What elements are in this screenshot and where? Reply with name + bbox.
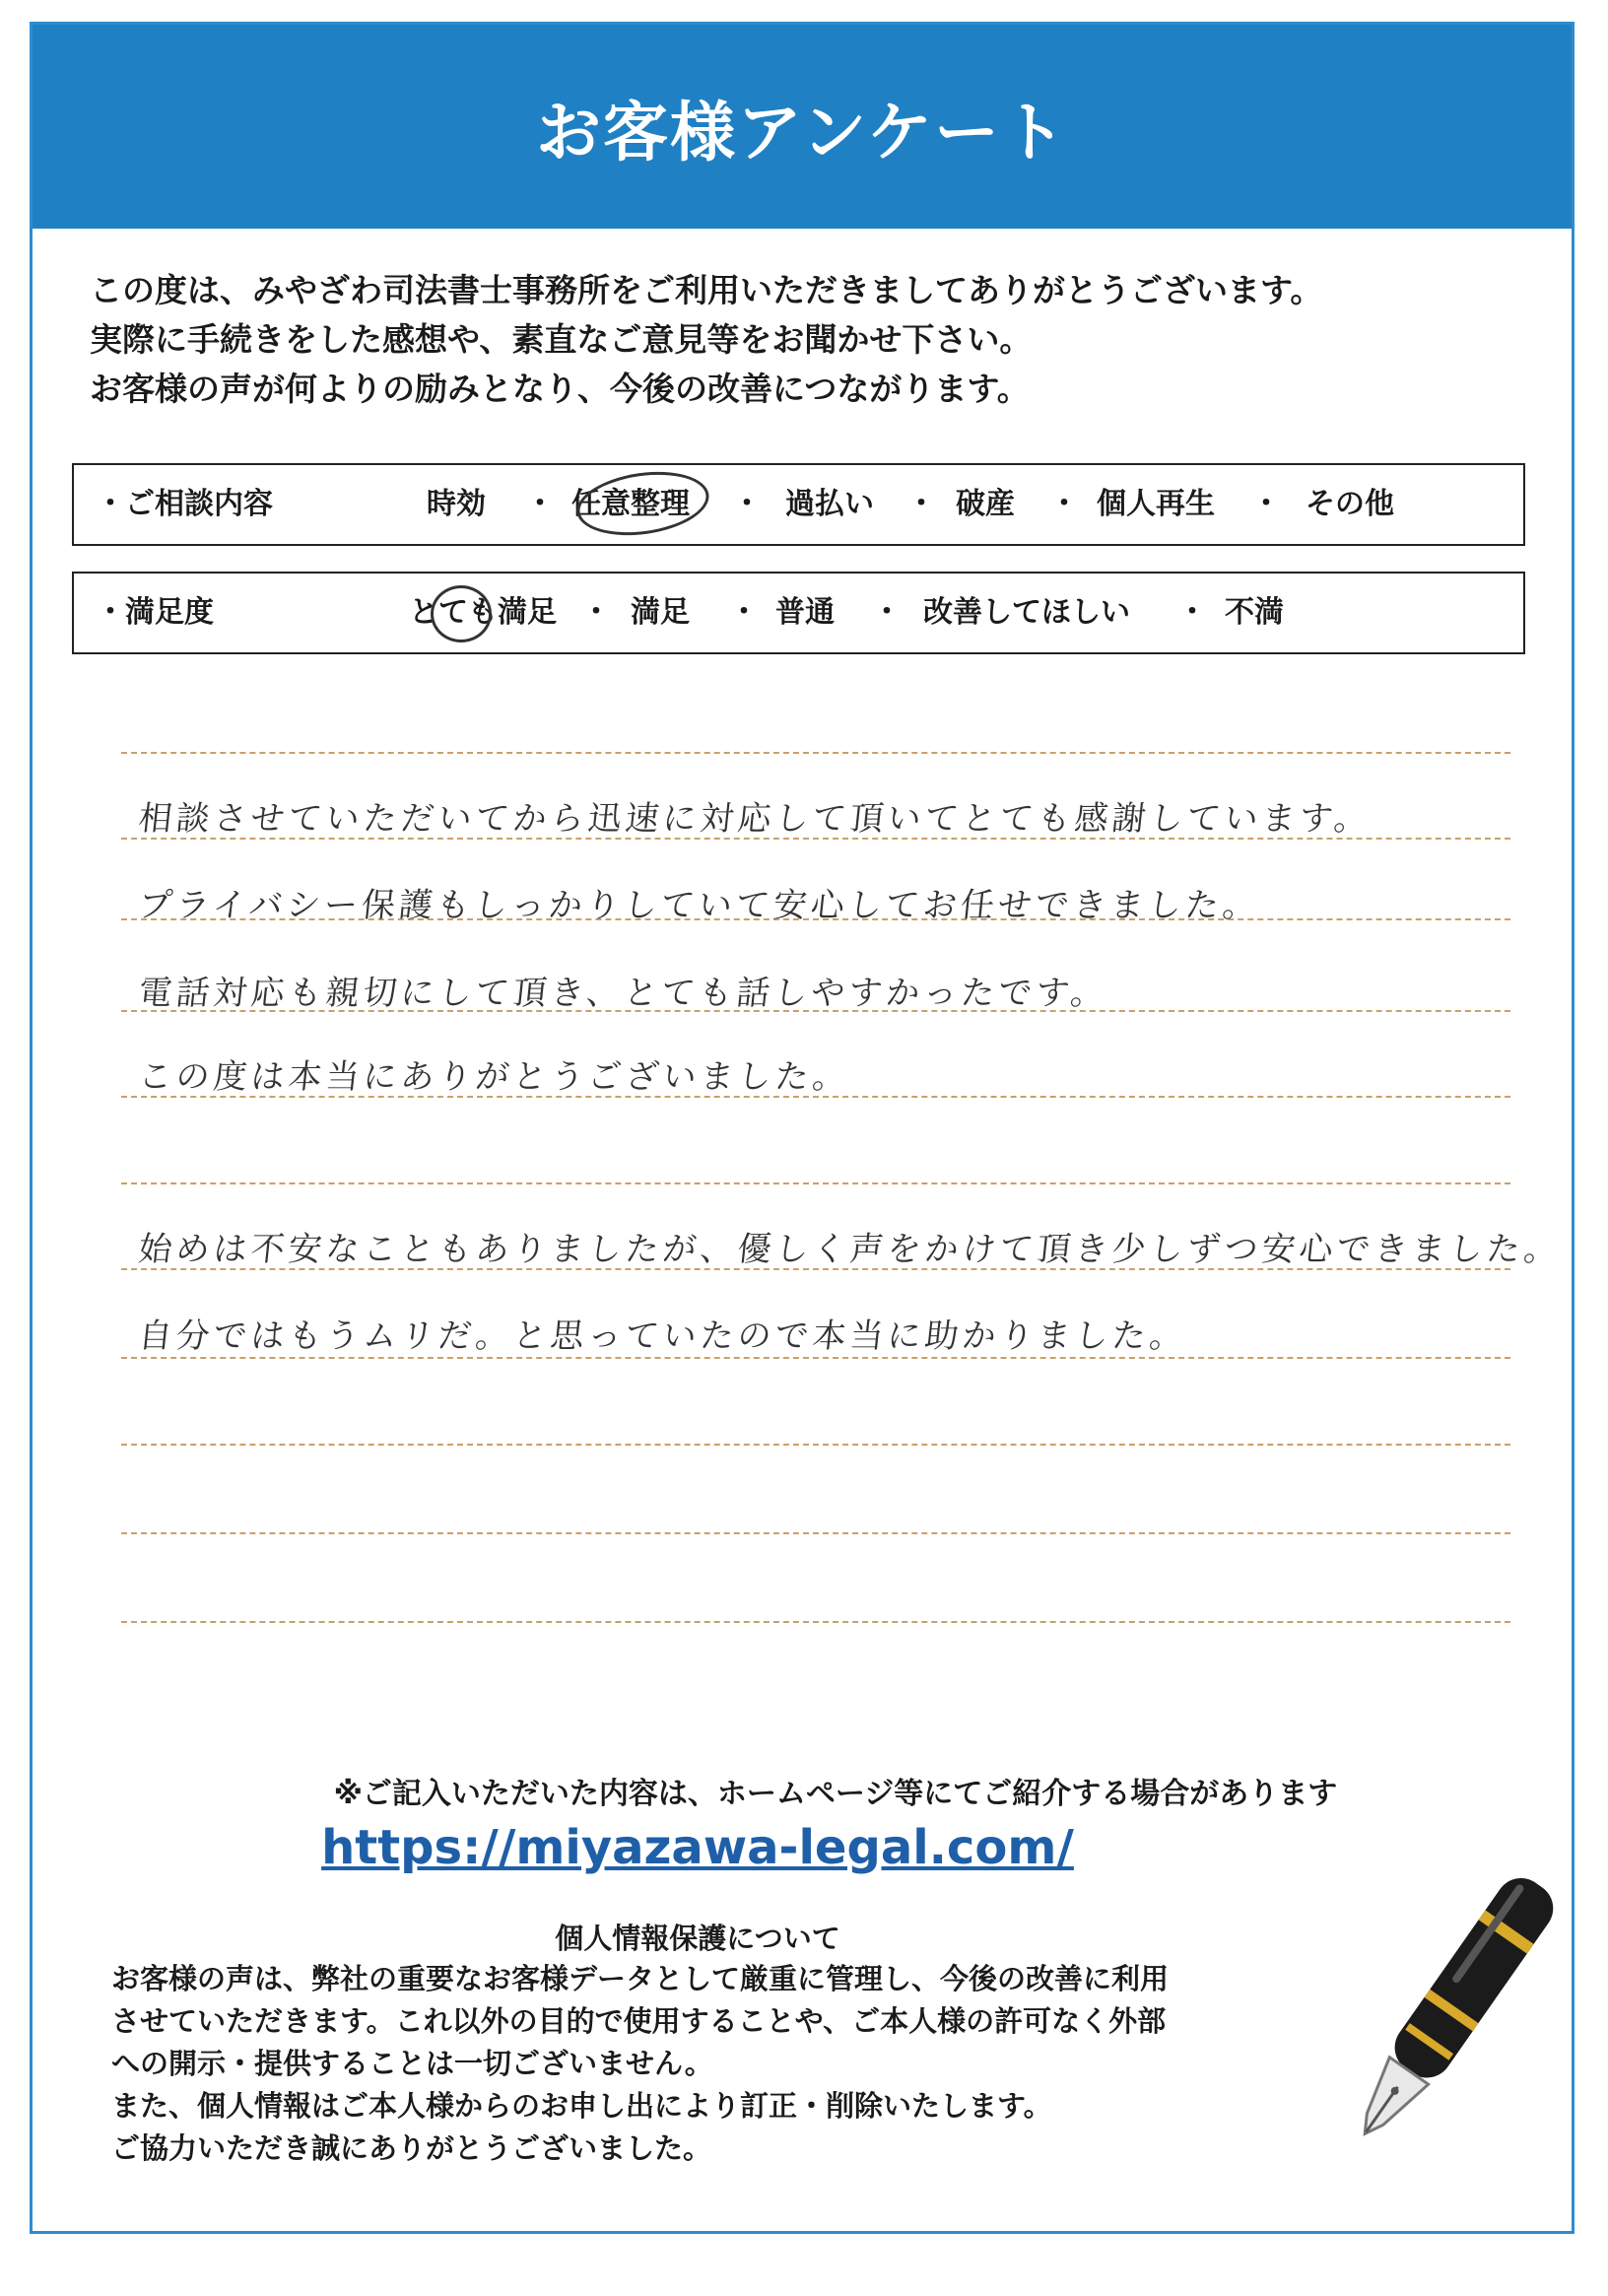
ruled-line <box>121 1444 1510 1446</box>
intro-line: 実際に手続きをした感想や、素直なご意見等をお聞かせ下さい。 <box>90 320 1033 359</box>
separator: ・ <box>1049 487 1079 521</box>
publication-notice: ※ご記入いただいた内容は、ホームページ等にてご紹介する場合があります <box>333 1777 1338 1811</box>
selected-circle-mark <box>431 585 492 642</box>
separator: ・ <box>1251 487 1281 521</box>
separator: ・ <box>906 487 936 521</box>
separator: ・ <box>525 487 555 521</box>
handwritten-comment: 始めは不安なこともありましたが、優しく声をかけて頂き少しずつ安心できました。 <box>136 1230 1564 1269</box>
intro-line: お客様の声が何よりの励みとなり、今後の改善につながります。 <box>90 370 1030 408</box>
separator: ・ <box>732 487 762 521</box>
option-futsu[interactable]: 普通 <box>775 595 835 630</box>
separator: ・ <box>729 595 759 630</box>
ruled-line <box>121 1182 1510 1184</box>
privacy-text <box>111 1958 1353 2170</box>
option-manzoku[interactable]: 満足 <box>631 595 690 630</box>
option-jiko[interactable]: 時効 <box>427 487 486 521</box>
fountain-pen-icon <box>1313 1848 1589 2173</box>
privacy-line: ご協力いただき誠にありがとうございました。 <box>111 2131 712 2165</box>
page-title: お客様アンケート <box>535 95 1069 170</box>
option-hasan[interactable]: 破産 <box>956 487 1015 521</box>
header-band <box>33 25 1572 229</box>
option-sonota[interactable]: その他 <box>1306 487 1394 521</box>
website-link[interactable]: https://miyazawa-legal.com/ <box>321 1820 1074 1875</box>
option-kojin-saisei[interactable]: 個人再生 <box>1097 487 1215 521</box>
option-kabarai[interactable]: 過払い <box>785 487 874 521</box>
ruled-line <box>121 752 1510 754</box>
survey-frame <box>30 22 1574 2234</box>
separator: ・ <box>872 595 902 630</box>
satisfaction-box <box>72 572 1525 654</box>
satisfaction-label: ・満足度 <box>96 595 214 630</box>
ruled-line <box>121 1621 1510 1623</box>
option-totemo-manzoku[interactable]: とても満足 <box>409 595 557 630</box>
consultation-label: ・ご相談内容 <box>96 487 273 521</box>
privacy-line: また、個人情報はご本人様からのお申し出により訂正・削除いたします。 <box>111 2089 1052 2123</box>
privacy-line: お客様の声は、弊社の重要なお客様データとして厳重に管理し、今後の改善に利用 <box>111 1962 1170 1995</box>
handwritten-comment: プライバシー保護もしっかりしていて安心してお任せできました。 <box>136 886 1263 925</box>
handwritten-comment: 自分ではもうムリだ。と思っていたので本当に助かりました。 <box>136 1317 1189 1356</box>
intro-line: この度は、みやざわ司法書士事務所をご利用いただきましてありがとうございます。 <box>90 271 1323 309</box>
option-fuman[interactable]: 不満 <box>1225 595 1284 630</box>
handwritten-comment: 相談させていただいてから迅速に対応して頂いてとても感謝しています。 <box>136 799 1374 839</box>
intro-text <box>90 266 1528 414</box>
ruled-line <box>121 1532 1510 1534</box>
privacy-title: 個人情報保護について <box>555 1922 840 1955</box>
separator: ・ <box>1177 595 1207 630</box>
handwritten-comment: 電話対応も親切にして頂き、とても話しやすかったです。 <box>136 974 1110 1013</box>
option-nini-seiri[interactable]: 任意整理 <box>571 487 690 521</box>
privacy-line: への開示・提供することは一切ございません。 <box>111 2047 713 2080</box>
ruled-line <box>121 1357 1510 1359</box>
option-kaizen[interactable]: 改善してほしい <box>923 595 1130 630</box>
privacy-line: させていただきます。これ以外の目的で使用することや、ご本人様の許可なく外部 <box>111 2004 1167 2038</box>
separator: ・ <box>581 595 611 630</box>
handwritten-comment: この度は本当にありがとうございました。 <box>136 1057 852 1097</box>
consultation-box <box>72 463 1525 546</box>
